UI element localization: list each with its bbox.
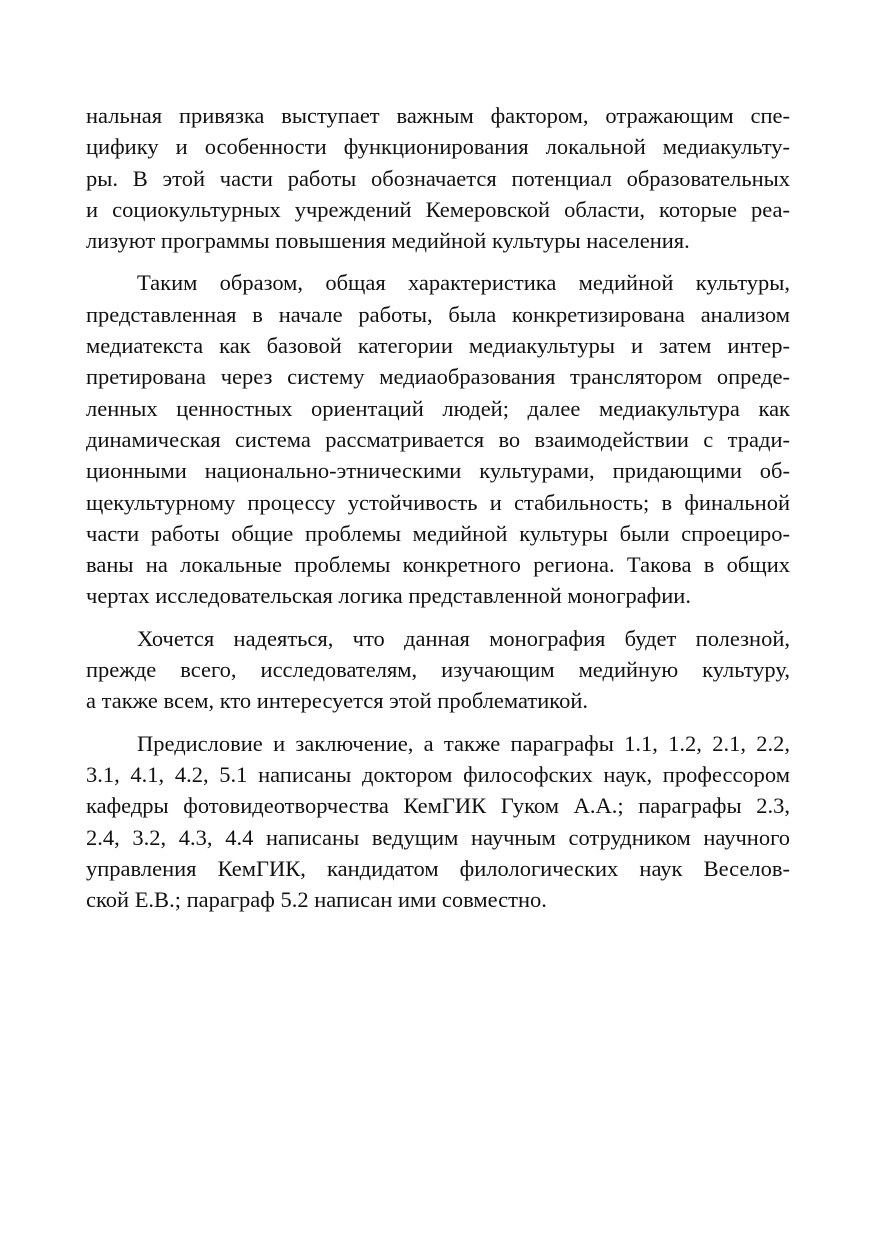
text-line: а также всем, кто интересуется этой проблематикой. (86, 688, 588, 714)
text-line: медиатекста как базовой категории медиакультуры и затем интер- (86, 333, 790, 359)
text-line: представленная в начале работы, была конкретизирована анализом (86, 301, 790, 327)
text-line: ской Е.В.; параграф 5.2 написан ими совместно. (86, 887, 547, 913)
text-line: Таким образом, общая характеристика медийной культуры, (137, 270, 790, 296)
text-line: лизуют программы повышения медийной культуры населения. (86, 228, 690, 254)
text-line: 2.4, 3.2, 4.3, 4.4 написаны ведущим научным сотрудником научного (86, 824, 790, 850)
text-line: чертах исследовательская логика представленной монографии. (86, 583, 691, 609)
text-line: ленных ценностных ориентаций людей; далее медиакультура как (86, 395, 790, 421)
text-line: претирована через систему медиаобразования транслятором опреде- (86, 364, 790, 390)
text-line: части работы общие проблемы медийной культуры были спроециро- (86, 520, 790, 546)
paragraph-4 (86, 728, 790, 916)
document-page (86, 100, 790, 926)
text-line: Хочется надеяться, что данная монография будет полезной, (137, 625, 790, 651)
text-line: кафедры фотовидеотворчества КемГИК Гуком А.А.; параграфы 2.3, (86, 793, 790, 819)
text-line: 3.1, 4.1, 4.2, 5.1 написаны доктором философских наук, профессором (86, 761, 790, 787)
text-line: щекультурному процессу устойчивость и стабильность; в финальной (86, 489, 790, 515)
text-line: ваны на локальные проблемы конкретного региона. Такова в общих (86, 552, 790, 578)
text-line: цифику и особенности функционирования локальной медиакульту- (86, 134, 790, 160)
text-line: и социокультурных учреждений Кемеровской области, которые реа- (86, 196, 790, 222)
text-line: управления КемГИК, кандидатом филологических наук Веселов- (86, 855, 790, 881)
text-line: Предисловие и заключение, а также параграфы 1.1, 1.2, 2.1, 2.2, (137, 730, 790, 756)
text-line: ционными национально-этническими культурами, придающими об- (86, 458, 790, 484)
paragraph-1 (86, 100, 790, 256)
text-line: нальная привязка выступает важным фактором, отражающим спе- (86, 103, 790, 128)
paragraph-3 (86, 623, 790, 717)
text-line: динамическая система рассматривается во взаимодействии с тради- (86, 426, 790, 452)
text-line: ры. В этой части работы обозначается потенциал образовательных (86, 165, 790, 191)
text-line: прежде всего, исследователям, изучающим медийную культуру, (86, 657, 790, 683)
paragraph-2 (86, 267, 790, 611)
